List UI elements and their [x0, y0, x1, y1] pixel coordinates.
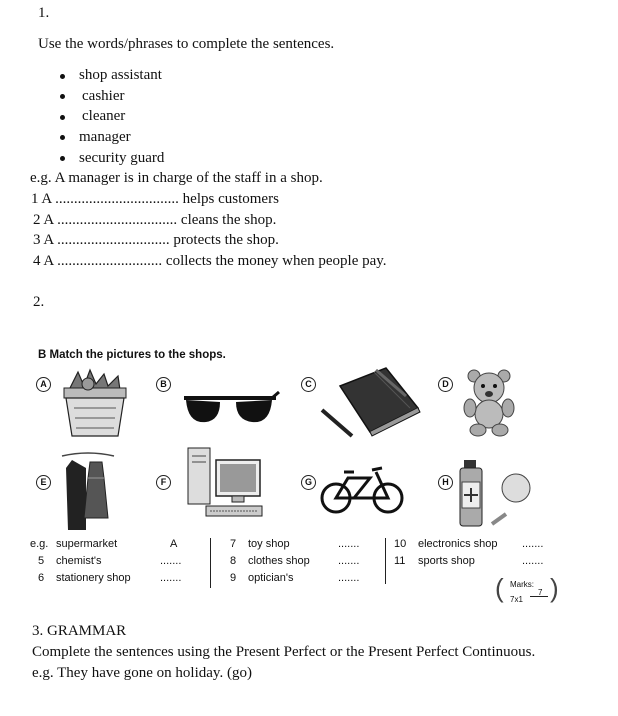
paren-right: ) — [550, 573, 559, 603]
match-shop: supermarket — [56, 538, 118, 550]
match-shop: optician's — [248, 572, 294, 584]
match-num: 5 — [38, 555, 45, 567]
bullet-icon — [60, 156, 65, 161]
medicine-icon — [456, 458, 536, 528]
word-item: cashier — [82, 88, 125, 104]
match-shop: sports shop — [418, 555, 475, 567]
section2-number: 2. — [33, 294, 45, 310]
match-answer[interactable]: ....... — [522, 555, 544, 567]
label-d: D — [438, 377, 453, 392]
match-answer[interactable]: ....... — [160, 555, 182, 567]
sentence-4: 4 A ............................ collects the money when people pay. — [33, 253, 387, 269]
marks-score: 7x1 — [510, 595, 523, 604]
match-shop: electronics shop — [418, 538, 498, 550]
bullet-icon — [60, 74, 65, 79]
sunglasses-icon — [180, 390, 280, 430]
basket-icon — [60, 368, 130, 440]
column-divider — [385, 538, 386, 584]
section2-heading: B Match the pictures to the shops. — [38, 349, 226, 361]
label-b: B — [156, 377, 171, 392]
match-num: 10 — [394, 538, 407, 550]
match-num: 6 — [38, 572, 45, 584]
bullet-icon — [60, 135, 65, 140]
match-num: e.g. — [30, 538, 49, 550]
label-a: A — [36, 377, 51, 392]
section1-instruction: Use the words/phrases to complete the sentences. — [38, 36, 335, 52]
label-c: C — [301, 377, 316, 392]
word-item: cleaner — [82, 108, 126, 124]
match-num: 7 — [230, 538, 237, 550]
match-num: 11 — [394, 555, 406, 567]
section1-example: e.g. A manager is in charge of the staff in a shop. — [30, 170, 323, 186]
notebook-icon — [318, 366, 423, 438]
word-item: security guard — [79, 150, 165, 166]
sentence-2: 2 A ................................ cleans the shop. — [33, 212, 277, 228]
match-answer[interactable]: A — [170, 538, 178, 550]
marks-label: Marks: — [510, 580, 534, 589]
match-answer[interactable]: ....... — [338, 555, 360, 567]
computer-icon — [186, 446, 266, 518]
word-item: manager — [79, 129, 131, 145]
match-answer[interactable]: ....... — [338, 572, 360, 584]
clothes-icon — [58, 452, 118, 532]
label-e: E — [36, 475, 51, 490]
match-shop: stationery shop — [56, 572, 131, 584]
bullet-icon — [60, 115, 65, 120]
match-num: 9 — [230, 572, 237, 584]
match-shop: toy shop — [248, 538, 290, 550]
bullet-icon — [60, 94, 65, 99]
match-answer[interactable]: ....... — [338, 538, 360, 550]
section1-number: 1. — [38, 5, 50, 21]
marks-total: 7 — [538, 588, 543, 597]
sentence-3: 3 A .............................. protects the shop. — [33, 232, 279, 248]
section3-instruction: Complete the sentences using the Present Perfect or the Present Perfect Continuous. — [32, 644, 536, 660]
match-shop: chemist's — [56, 555, 102, 567]
column-divider — [210, 538, 211, 588]
label-h: H — [438, 475, 453, 490]
sentence-1: 1 A ................................. helps customers — [31, 191, 279, 207]
word-item: shop assistant — [79, 67, 162, 83]
match-answer[interactable]: ....... — [522, 538, 544, 550]
section3-heading: 3. GRAMMAR — [32, 623, 127, 639]
match-answer[interactable]: ....... — [160, 572, 182, 584]
section3-example: e.g. They have gone on holiday. (go) — [32, 665, 252, 681]
match-shop: clothes shop — [248, 555, 310, 567]
teddy-bear-icon — [460, 368, 518, 438]
paren-left: ( — [495, 573, 504, 603]
label-f: F — [156, 475, 171, 490]
match-num: 8 — [230, 555, 237, 567]
bicycle-icon — [320, 464, 406, 516]
label-g: G — [301, 475, 316, 490]
